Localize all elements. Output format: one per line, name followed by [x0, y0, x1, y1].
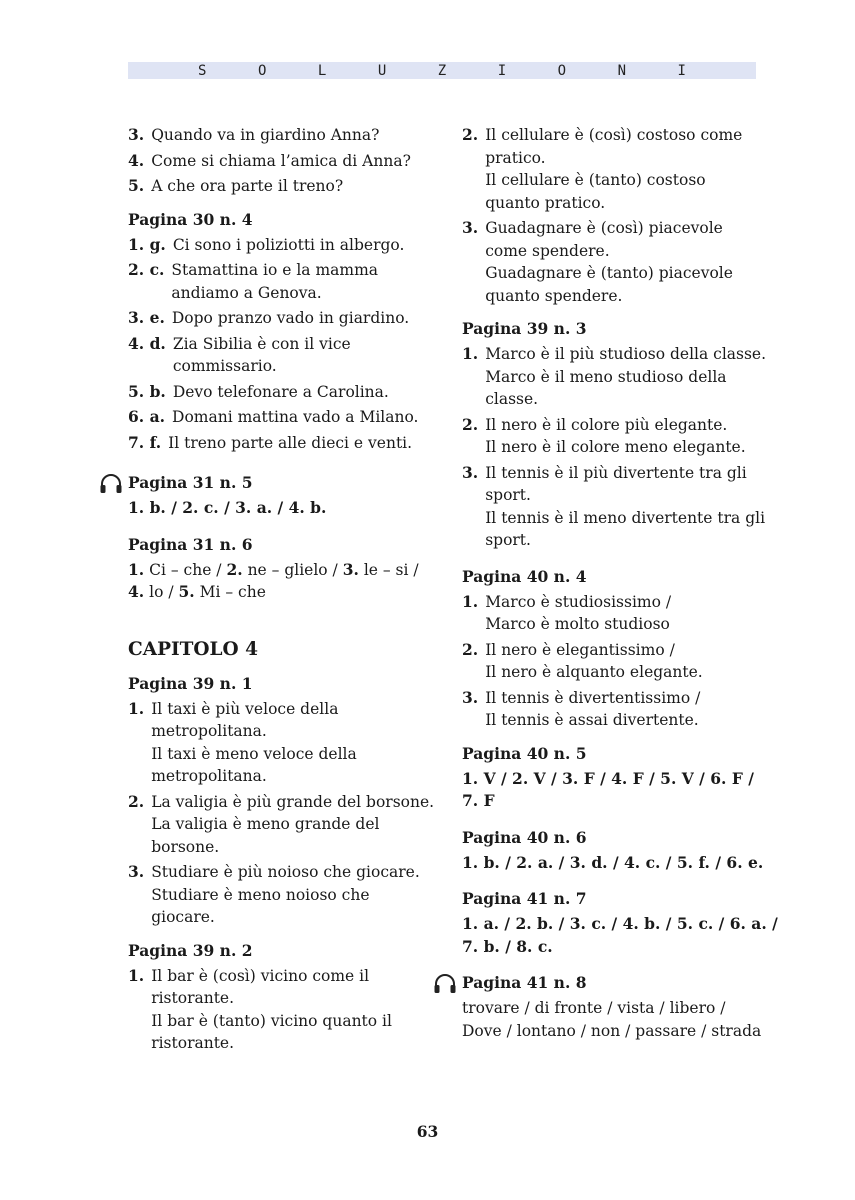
section-title: Pagina 39 n. 2: [128, 940, 253, 960]
list-item: [128, 406, 438, 429]
item-text: quanto spendere.: [485, 286, 623, 305]
answer-text: Ci – che /: [144, 560, 227, 579]
list-item: [128, 861, 438, 929]
item-text: Stamattina io e la mamma: [171, 261, 379, 279]
item-text: A che ora parte il treno?: [151, 177, 344, 195]
item-text: come spendere.: [485, 241, 610, 260]
list-item: [128, 432, 438, 455]
list-item: [462, 462, 782, 552]
item-text: La valigia è più grande del borsone.: [151, 792, 435, 811]
item-text: borsone.: [151, 837, 220, 856]
list-item: [128, 259, 438, 304]
item-number: 6. a.: [128, 407, 166, 426]
item-text: Guadagnare è (così) piacevole: [485, 219, 723, 237]
left-column: [128, 124, 438, 1058]
item-text: andiamo a Genova.: [171, 283, 322, 302]
item-text: Il taxi è più veloce della: [151, 699, 339, 718]
item-text: Il cellulare è (tanto) costoso: [485, 171, 706, 189]
item-number: 3. e.: [128, 308, 165, 327]
item-text: Guadagnare è (tanto) piacevole: [485, 264, 733, 282]
header-letter: N: [617, 62, 626, 79]
answer-number: 2.: [226, 559, 243, 579]
list-item: [128, 234, 438, 257]
answer-number: 5.: [178, 582, 195, 601]
item-text: Il tennis è il meno divertente tra gli: [485, 508, 766, 527]
item-text: sport.: [485, 531, 531, 549]
item-text: Marco è molto studioso: [485, 615, 670, 633]
item-text: Studiare è meno noioso che: [151, 885, 370, 904]
item-text: Il bar è (così) vicino come il: [151, 966, 370, 985]
header-letter: S: [198, 62, 207, 79]
item-text: Il nero è il colore più elegante.: [485, 415, 728, 434]
item-text: Quando va in giardino Anna?: [151, 126, 380, 144]
list-item: [462, 217, 782, 307]
item-text: Il tennis è assai divertente.: [485, 711, 699, 729]
header-letter: U: [377, 62, 387, 79]
item-number: 5. b.: [128, 381, 166, 401]
answer-line: trovare / di fronte / vista / libero /: [462, 999, 726, 1017]
item-number: 3.: [462, 687, 479, 707]
answer-line: 1. b. / 2. c. / 3. a. / 4. b.: [128, 498, 327, 517]
item-text: pratico.: [485, 148, 546, 167]
item-text: Marco è il meno studioso della: [485, 367, 727, 386]
item-text: Studiare è più noioso che giocare.: [151, 863, 420, 881]
list-item: [128, 150, 438, 173]
item-number: 1.: [128, 698, 145, 718]
list-item: [128, 381, 438, 404]
answer-text: lo /: [144, 583, 179, 601]
item-text: Il taxi è meno veloce della: [151, 744, 357, 763]
header-letter: L: [317, 62, 327, 79]
section-title: Pagina 40 n. 4: [462, 566, 587, 586]
list-item: [128, 333, 438, 378]
item-text: Il nero è alquanto elegante.: [485, 663, 703, 681]
item-text: Il tennis è il più divertente tra gli: [485, 463, 747, 482]
item-text: Il bar è (tanto) vicino quanto il: [151, 1011, 392, 1030]
section-title: Pagina 41 n. 8: [462, 973, 587, 992]
section-heading: [128, 472, 438, 494]
answer-line: 7. b. / 8. c.: [462, 936, 553, 956]
item-number: 1. g.: [128, 234, 166, 254]
item-text: La valigia è meno grande del: [151, 815, 380, 833]
item-number: 2. c.: [128, 260, 165, 279]
answer-number: 3.: [342, 559, 359, 579]
section-title: Pagina 41 n. 7: [462, 889, 587, 908]
item-text: Domani mattina vado a Milano.: [172, 408, 419, 426]
section-title: Pagina 39 n. 3: [462, 319, 587, 338]
item-text: Come si chiama l’amica di Anna?: [151, 151, 411, 170]
item-text: Il cellulare è (così) costoso come: [485, 126, 743, 144]
item-number: 1.: [128, 965, 145, 985]
list-item: [462, 591, 782, 636]
item-text: Marco è studiosissimo /: [485, 592, 672, 611]
item-text: Devo telefonare a Carolina.: [172, 382, 389, 401]
item-text: metropolitana.: [151, 767, 267, 785]
item-number: 5.: [128, 176, 145, 195]
answer-number: 1.: [128, 559, 145, 579]
headphones-icon: [433, 974, 457, 994]
item-text: sport.: [485, 486, 531, 504]
list-item: [462, 687, 782, 732]
list-item: [462, 124, 782, 214]
section-title: Pagina 40 n. 5: [462, 743, 587, 763]
item-number: 1.: [462, 344, 479, 363]
item-number: 4.: [128, 150, 145, 170]
header-letter: I: [677, 62, 686, 79]
item-text: quanto pratico.: [485, 193, 606, 212]
item-text: metropolitana.: [151, 722, 267, 740]
list-item: [128, 175, 438, 198]
header-letter: Z: [437, 62, 447, 79]
section-title: Pagina 31 n. 5: [128, 473, 253, 492]
answer-line: 7. F: [462, 791, 495, 810]
header-letter: O: [257, 62, 267, 79]
item-text: Ci sono i poliziotti in albergo.: [172, 235, 405, 254]
item-text: Dopo pranzo vado in giardino.: [171, 309, 410, 327]
item-text: Il nero è il colore meno elegante.: [485, 438, 746, 456]
list-item: [128, 965, 438, 1055]
item-number: 2.: [128, 791, 145, 811]
list-item: [462, 639, 782, 684]
list-item: [128, 307, 438, 330]
header-letter: O: [557, 62, 567, 79]
section-title: Pagina 31 n. 6: [128, 534, 253, 554]
item-text: Il treno parte alle dieci e venti.: [168, 433, 413, 452]
item-number: 2.: [462, 414, 479, 434]
item-text: Zia Sibilia è con il vice: [172, 334, 351, 353]
answer-text: ne – glielo /: [242, 560, 343, 579]
section-heading: [462, 972, 782, 994]
item-text: commissario.: [172, 357, 277, 375]
item-number: 2.: [462, 125, 479, 144]
intro-list: [128, 124, 438, 198]
answer-line: [128, 581, 438, 604]
answer-line: Dove / lontano / non / passare / strada: [462, 1021, 762, 1040]
item-number: 3.: [128, 862, 145, 881]
list-item: [128, 124, 438, 147]
item-text: Il nero è elegantissimo /: [485, 640, 675, 659]
item-text: ristorante.: [151, 989, 235, 1007]
item-text: ristorante.: [151, 1034, 235, 1052]
answer-line: 1. b. / 2. a. / 3. d. / 4. c. / 5. f. / 6. e.: [462, 852, 764, 872]
item-text: classe.: [485, 390, 539, 408]
answer-text: le – si /: [358, 560, 419, 579]
headphones-icon: [99, 474, 123, 494]
item-number: 7. f.: [128, 432, 162, 452]
page-number: 63: [416, 1122, 439, 1141]
item-number: 1.: [462, 591, 479, 611]
item-number: 3.: [128, 125, 145, 144]
item-text: Marco è il più studioso della classe.: [485, 345, 767, 363]
list-item: [462, 343, 782, 411]
answer-text: Mi – che: [194, 583, 266, 601]
item-text: giocare.: [151, 908, 215, 926]
item-number: 2.: [462, 639, 479, 659]
section-title: Pagina 40 n. 6: [462, 827, 587, 847]
chapter-title: CAPITOLO 4: [128, 638, 258, 660]
section-title: Pagina 39 n. 1: [128, 673, 253, 693]
answer-line: 1. V / 2. V / 3. F / 4. F / 5. V / 6. F /: [462, 768, 754, 788]
answer-line: [128, 559, 438, 582]
item-text: Il tennis è divertentissimo /: [485, 688, 701, 707]
list-item: [462, 414, 782, 459]
item-number: 4. d.: [128, 333, 166, 353]
right-column: [462, 124, 782, 1042]
section-title: Pagina 30 n. 4: [128, 209, 253, 229]
answer-line: 1. a. / 2. b. / 3. c. / 4. b. / 5. c. / 6. a. /: [462, 914, 778, 933]
list-item: [128, 791, 438, 859]
header-letter: I: [497, 62, 507, 79]
item-number: 3.: [462, 462, 479, 482]
list-item: [128, 698, 438, 788]
answer-number: 4.: [128, 582, 145, 601]
item-number: 3.: [462, 218, 479, 237]
solutions-header: [128, 62, 756, 79]
